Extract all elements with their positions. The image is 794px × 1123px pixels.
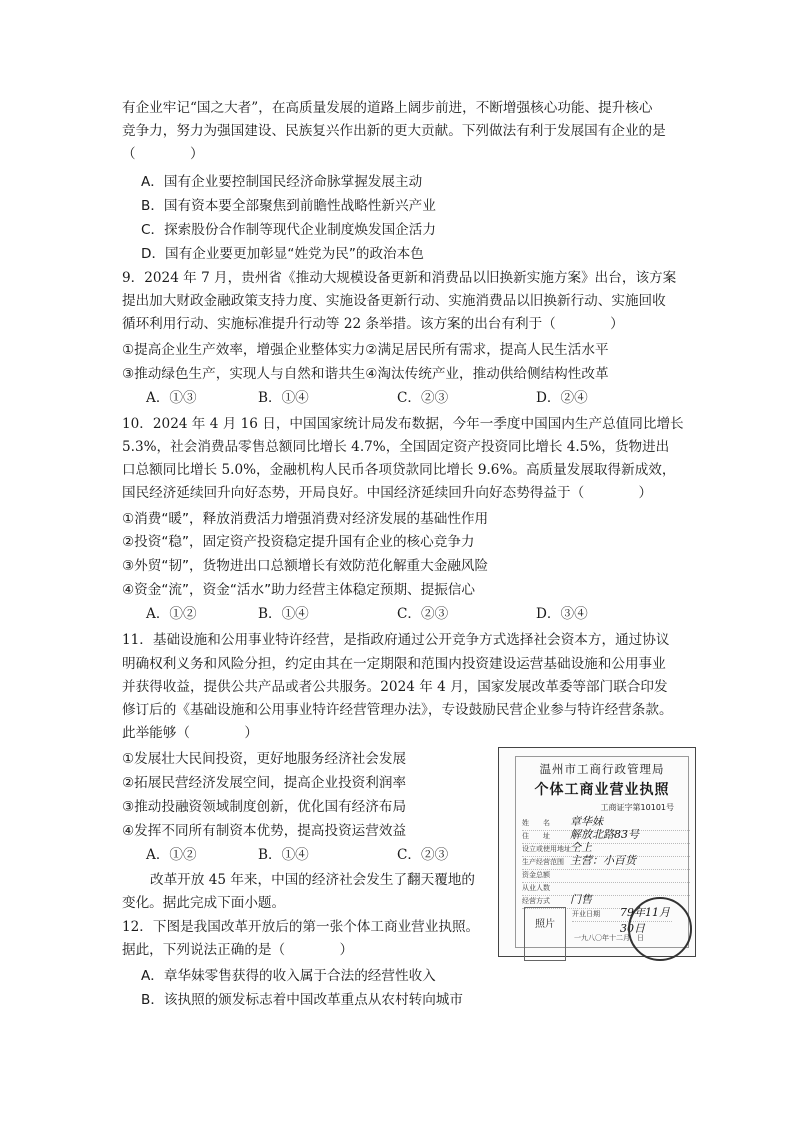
statement-item: ①发展壮大民间投资，更好地服务经济社会发展: [122, 751, 407, 767]
question-10-line: 10．2024 年 4 月 16 日，中国国家统计局发布数据，今年一季度中国国内生产总值同比增长: [122, 416, 684, 432]
license-number: 工商证字第10101号: [600, 803, 674, 812]
question-11-line: 11．基础设施和公用事业特许经营，是指政府通过公开竞争方式选择社会资本方，通过协议: [122, 632, 670, 648]
license-row: 住 址 解放北路83号: [522, 830, 690, 844]
question-11-line: 并获得收益，提供公共产品或者公共服务。2024 年 4 月，国家发展改革委等部门联合印发: [122, 679, 668, 695]
question-10-line: 口总额同比增长 5.0%，金融机构人民币各项贷款同比增长 9.6%。高质量发展取得新成效，: [122, 462, 676, 478]
statement-item: ③外贸“韧”，货物进出口总额增长有效防范化解重大金融风险: [122, 558, 489, 574]
license-row: 从业人数: [522, 882, 690, 896]
q9-option-d: D．②④: [536, 390, 588, 406]
statement-item: ④发挥不同所有制资本优势，提高投资运营效益: [122, 823, 407, 839]
q11-option-c: C．②③: [397, 847, 449, 863]
q10-option-a: A．①②: [146, 606, 197, 622]
question-12-line: 据此，下列说法正确的是（ ）: [122, 942, 354, 958]
license-row: 生产经营范围 主营：小百货: [522, 856, 690, 870]
business-license-image: [498, 747, 696, 957]
license-photo-placeholder: 照片: [524, 907, 566, 961]
q9-option-b: B．①④: [258, 390, 309, 406]
material-intro: 变化。据此完成下面小题。: [122, 895, 286, 911]
statement-item: ③推动投融资领域制度创新，优化国有经济布局: [122, 799, 407, 815]
option-b: B．国有资本要全部聚焦到前瞻性战略性新兴产业: [141, 198, 436, 214]
question-11-line: 明确权利义务和风险分担，约定由其在一定期限和范围内投资建设运营基础设施和公用事业: [122, 656, 666, 672]
statement-item: ②投资“稳”，固定资产投资稳定提升国有企业的核心竞争力: [122, 534, 475, 550]
question-9-line: 循环利用行动、实施标准提升行动等 22 条举措。该方案的出台有利于（ ）: [122, 316, 624, 332]
question-11-line: 此举能够（ ）: [122, 725, 258, 741]
license-row: 设立或使用地址 仝上: [522, 843, 690, 857]
option-c: C．探索股份合作制等现代企业制度焕发国企活力: [141, 222, 436, 238]
license-issue-date: 一九八〇年十二月 日: [574, 934, 644, 942]
statement-item: ③推动绿色生产，实现人与自然和谐共生④淘汰传统产业，推动供给侧结构性改革: [122, 366, 609, 382]
official-seal-icon: [628, 897, 692, 961]
question-11-line: 修订后的《基础设施和公用事业特许经营管理办法》，专设鼓励民营企业参与特许经营条款。: [122, 702, 673, 718]
license-row: 开业日期 79年11月30日: [572, 906, 670, 935]
question-10-line: 5.3%，社会消费品零售总额同比增长 4.7%，全国固定资产投资同比增长 4.5%，货物进出: [122, 439, 670, 455]
statement-item: ①消费“暖”，释放消费活力增强消费对经济发展的基础性作用: [122, 511, 489, 527]
license-title: 个体工商业营业执照: [534, 782, 670, 798]
question-9-line: 提出加大财政金融政策支持力度、实施设备更新行动、实施消费品以旧换新行动、实施回收: [122, 293, 666, 309]
option-a: A．国有企业要控制国民经济命脉掌握发展主动: [141, 174, 423, 190]
answer-blank: （ ）: [122, 146, 204, 162]
paragraph-line: 竞争力，努力为强国建设、民族复兴作出新的更大贡献。下列做法有利于发展国有企业的是: [122, 123, 666, 139]
q10-option-b: B．①④: [258, 606, 309, 622]
q10-option-d: D．③④: [536, 606, 588, 622]
question-9-line: 9．2024 年 7 月，贵州省《推动大规模设备更新和消费品以旧换新实施方案》出台，该方案: [122, 270, 677, 286]
option-b: B．该执照的颁发标志着中国改革重点从农村转向城市: [141, 992, 463, 1008]
option-d: D．国有企业要更加彰显“姓党为民”的政治本色: [141, 246, 424, 262]
statement-item: ②拓展民营经济发展空间，提高企业投资利润率: [122, 775, 407, 791]
license-frame: [515, 756, 689, 948]
q11-option-a: A．①②: [146, 847, 197, 863]
question-12-line: 12．下图是我国改革开放后的第一张个体工商业营业执照。: [122, 919, 480, 935]
license-row: 姓 名 章华妹: [522, 817, 690, 831]
material-intro: 改革开放 45 年来，中国的经济社会发生了翻天覆地的: [150, 872, 476, 888]
option-a: A．章华妹零售获得的收入属于合法的经营性收入: [141, 968, 436, 984]
statement-item: ④资金“流”，资金“活水”助力经营主体稳定预期、提振信心: [122, 582, 476, 598]
license-authority: 温州市工商行政管理局: [539, 762, 665, 776]
question-10-line: 国民经济延续回升向好态势，开局良好。中国经济延续回升向好态势得益于（ ）: [122, 485, 653, 501]
statement-item: ①提高企业生产效率，增强企业整体实力②满足居民所有需求，提高人民生活水平: [122, 342, 609, 358]
license-row: 经营方式 门售: [522, 895, 622, 909]
q9-option-c: C．②③: [397, 390, 449, 406]
paragraph-line: 有企业牢记“国之大者”，在高质量发展的道路上阔步前进，不断增强核心功能、提升核心: [122, 100, 653, 116]
q10-option-c: C．②③: [397, 606, 449, 622]
q11-option-b: B．①④: [258, 847, 309, 863]
q9-option-a: A．①③: [146, 390, 197, 406]
license-row: 资金总额: [522, 869, 690, 883]
